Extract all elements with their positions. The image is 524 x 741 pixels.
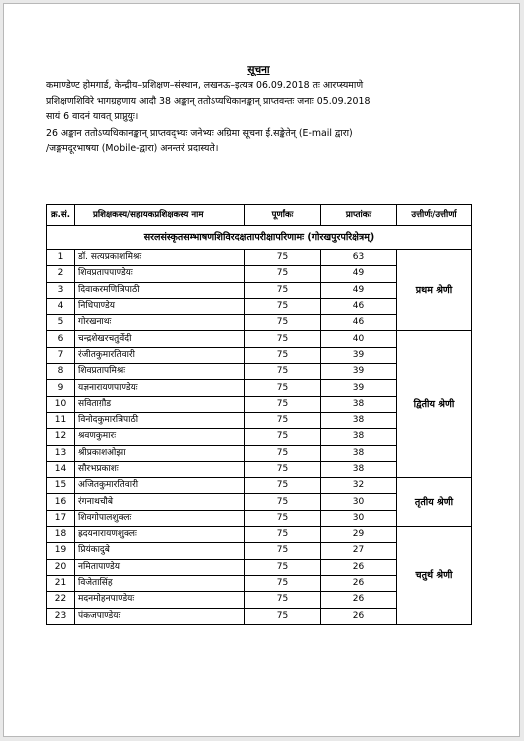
full-marks-cell: 75 [245,396,321,412]
obtained-marks-cell: 32 [321,478,397,494]
name-cell: ह्रदयनारायणशुक्लः [75,527,245,543]
serial-number-cell: 21 [47,575,75,591]
obtained-marks-cell: 46 [321,298,397,314]
notice-title: सूचना [247,64,270,76]
full-marks-cell: 75 [245,282,321,298]
table-header-row [47,205,472,226]
obtained-marks-cell: 39 [321,380,397,396]
obtained-marks-cell: 26 [321,592,397,608]
name-cell: गोरखनाथः [75,315,245,331]
notice-section [46,63,471,157]
serial-number-cell: 13 [47,445,75,461]
notice-line: सायं 6 वादनं यावत् प्राप्नुयुः। [46,111,139,122]
serial-number-cell: 16 [47,494,75,510]
serial-number-cell: 4 [47,298,75,314]
name-cell: नमितापाण्डेय [75,559,245,575]
name-cell: सविताग़ौड [75,396,245,412]
name-cell: सौरभप्रकाशः [75,461,245,477]
obtained-marks-cell: 30 [321,494,397,510]
full-marks-cell: 75 [245,510,321,526]
header-result: उत्तीर्णः/उत्तीर्णा [397,205,472,226]
name-cell: यज्ञनारायणपाण्डेयः [75,380,245,396]
serial-number-cell: 11 [47,412,75,428]
header-sn: क्र.सं. [47,205,75,226]
obtained-marks-cell: 29 [321,527,397,543]
name-cell: शिवगोपालशुक्लः [75,510,245,526]
header-name: प्रशिक्षकस्य/सहायकप्रशिक्षकस्य नाम [75,205,245,226]
serial-number-cell: 6 [47,331,75,347]
results-table [46,204,472,625]
name-cell: मदनमोहनपाण्डेयः [75,592,245,608]
notice-line: /जङ्गमदूरभाषया (Mobile-द्वारा) अनन्तरं प्रदास्यते। [46,143,219,154]
header-full-marks: पूर्णांकः [245,205,321,226]
full-marks-cell: 75 [245,575,321,591]
table-row [47,478,472,494]
serial-number-cell: 17 [47,510,75,526]
full-marks-cell: 75 [245,298,321,314]
grade-cell: प्रथम श्रेणी [397,250,472,331]
name-cell: रंगनाथचौबे [75,494,245,510]
notice-line: कमाण्डेण्ट होमगार्ड, केन्द्रीय–प्रशिक्षण–संस्थान, लखनऊ–इत्यत्र 06.09.2018 तः आरप्स्यमाणे [46,80,364,91]
full-marks-cell: 75 [245,380,321,396]
name-cell: शिवप्रतापपाण्डेयः [75,266,245,282]
serial-number-cell: 20 [47,559,75,575]
name-cell: पंकजपाण्डेयः [75,608,245,624]
table-title: सरलसंस्कृतसम्भाषणशिविरदक्षतापरीक्षापरिणामः (गोरखपुरपरिक्षेत्रम्) [47,226,472,250]
serial-number-cell: 19 [47,543,75,559]
full-marks-cell: 75 [245,429,321,445]
serial-number-cell: 8 [47,364,75,380]
table-row [47,250,472,266]
obtained-marks-cell: 38 [321,429,397,445]
serial-number-cell: 23 [47,608,75,624]
full-marks-cell: 75 [245,364,321,380]
table-row [47,331,472,347]
name-cell: श्रवणकुमारः [75,429,245,445]
name-cell: डॉ. सत्यप्रकाशमिश्रः [75,250,245,266]
document-page [3,3,520,737]
name-cell: निधिपाण्डेय [75,298,245,314]
name-cell: रंजीतकुमारतिवारी [75,347,245,363]
notice-line: प्रशिक्षणशिविरे भागग्रहणाय आदौ 38 अङ्कान् ततोऽप्यधिकानङ्कान् प्राप्तवन्तः जनाः 05.09.2018 [46,95,371,107]
obtained-marks-cell: 26 [321,559,397,575]
full-marks-cell: 75 [245,494,321,510]
obtained-marks-cell: 39 [321,364,397,380]
serial-number-cell: 1 [47,250,75,266]
name-cell: विनोदकुमारत्रिपाठी [75,412,245,428]
full-marks-cell: 75 [245,331,321,347]
grade-cell: तृतीय श्रेणी [397,478,472,527]
obtained-marks-cell: 63 [321,250,397,266]
obtained-marks-cell: 38 [321,412,397,428]
serial-number-cell: 15 [47,478,75,494]
serial-number-cell: 18 [47,527,75,543]
obtained-marks-cell: 30 [321,510,397,526]
obtained-marks-cell: 38 [321,461,397,477]
obtained-marks-cell: 49 [321,282,397,298]
obtained-marks-cell: 38 [321,396,397,412]
full-marks-cell: 75 [245,461,321,477]
full-marks-cell: 75 [245,478,321,494]
full-marks-cell: 75 [245,592,321,608]
serial-number-cell: 22 [47,592,75,608]
full-marks-cell: 75 [245,445,321,461]
serial-number-cell: 10 [47,396,75,412]
serial-number-cell: 3 [47,282,75,298]
serial-number-cell: 2 [47,266,75,282]
notice-line: 26 अङ्कान ततोऽप्यधिकानङ्कान् प्राप्तवद्भ्यः जनेभ्यः अग्रिमा सूचना ई.सङ्केतेन् (E-mail द्वारा) [46,127,353,139]
full-marks-cell: 75 [245,608,321,624]
name-cell: प्रियंकादुबे [75,543,245,559]
obtained-marks-cell: 26 [321,575,397,591]
obtained-marks-cell: 27 [321,543,397,559]
grade-cell: चतुर्थ श्रेणी [397,527,472,625]
name-cell: श्रीप्रकाशओझा [75,445,245,461]
grade-cell: द्वितीय श्रेणी [397,331,472,478]
obtained-marks-cell: 26 [321,608,397,624]
serial-number-cell: 14 [47,461,75,477]
full-marks-cell: 75 [245,559,321,575]
full-marks-cell: 75 [245,412,321,428]
obtained-marks-cell: 46 [321,315,397,331]
obtained-marks-cell: 49 [321,266,397,282]
table-body [47,250,472,625]
serial-number-cell: 5 [47,315,75,331]
obtained-marks-cell: 40 [321,331,397,347]
name-cell: शिवप्रतापमिश्रः [75,364,245,380]
name-cell: दिवाकरमणित्रिपाठी [75,282,245,298]
full-marks-cell: 75 [245,347,321,363]
full-marks-cell: 75 [245,527,321,543]
serial-number-cell: 12 [47,429,75,445]
header-obtained-marks: प्राप्तांकः [321,205,397,226]
obtained-marks-cell: 39 [321,347,397,363]
name-cell: विजेतासिंह [75,575,245,591]
obtained-marks-cell: 38 [321,445,397,461]
serial-number-cell: 9 [47,380,75,396]
name-cell: चन्द्रशेखरचतुर्वेदी [75,331,245,347]
full-marks-cell: 75 [245,543,321,559]
full-marks-cell: 75 [245,315,321,331]
serial-number-cell: 7 [47,347,75,363]
table-title-row [47,226,472,250]
full-marks-cell: 75 [245,266,321,282]
table-row [47,527,472,543]
full-marks-cell: 75 [245,250,321,266]
name-cell: अजितकुमारतिवारी [75,478,245,494]
